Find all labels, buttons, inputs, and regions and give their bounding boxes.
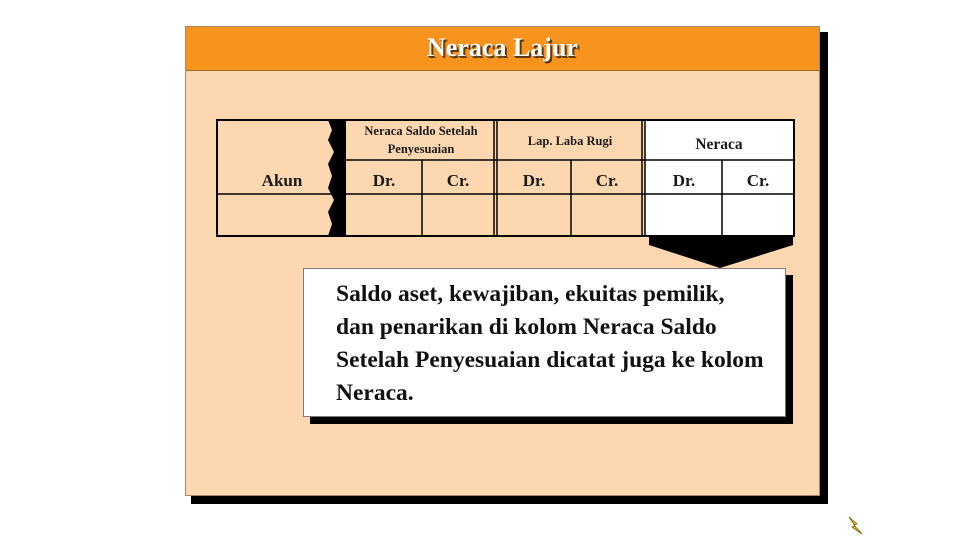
slide-title: Neraca Lajur [427,33,578,62]
table-break-separator [328,120,346,236]
balance-sheet-credit-label: Cr. [746,171,770,190]
adjusted-tb-header-line1: Neraca Saldo Setelah [364,124,478,138]
account-header: Akun [261,171,303,190]
income-statement-credit-label: Cr. [595,171,619,190]
income-statement-debit-label: Dr. [522,171,546,190]
arrow-pointer [649,237,793,268]
income-statement-header: Lap. Laba Rugi [527,134,613,148]
adjusted-tb-credit-label: Cr. [446,171,470,190]
callout-box [303,268,786,417]
lightning-bolt-icon[interactable] [845,515,867,537]
callout-text: Saldo aset, kewajiban, ekuitas pemilik, dan penarikan di kolom Neraca Saldo Setelah Penyesuaian dicatat juga ke kolom Neraca. [336,281,764,406]
adjusted-tb-header-line2: Penyesuaian [387,142,455,156]
adjusted-tb-debit-label: Dr. [372,171,396,190]
balance-sheet-header: Neraca [695,136,743,153]
balance-sheet-debit-label: Dr. [672,171,696,190]
